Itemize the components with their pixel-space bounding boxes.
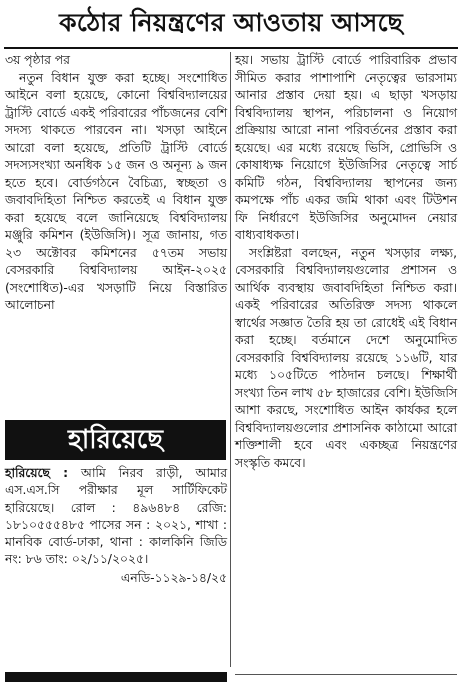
right-column [235,52,457,472]
lost-notice-body: আমি নিরব রাড়ী, আমার এস.এস.সি পরীক্ষার মূল সার্টিফিকেট হারিয়েছে। রোল : ৪৯৬৪৮৪ রেজি: ১৮১০৫৫৫৪৮৫ পাসের সন : ২০২১, শাখা : মানবিক বোর্ড-ঢাকা, থানা : কালকিনি জিডি নং: ৮৬ তাং: ০২/১১/২০২৫। [5,466,227,567]
right-column-body-2: সংশ্লিষ্টরা বলছেন, নতুন খসড়ার লক্ষ্য, বেসরকারি বিশ্ববিদ্যালয়গুলোর প্রশাসন ও আর্থিক ব্যবস্থায় জবাবদিহিতা নিশ্চিত করা। একই পরিবারের অতিরিক্ত সদস্য থাকলে স্বার্থের সজ্ঞাত তৈরি হয় তা রোধেই এই বিধান করা হচ্ছে। বর্তমানে দেশে অনুমোদিত বেসরকারি বিশ্ববিদ্যালয় রয়েছে ১১৬টি, যার মধ্যে ১০৫টিতে পাঠদান চলছে। শিক্ষার্থী সংখ্যা তিন লাখ ৫৮ হাজারের বেশি। ইউজিসি আশা করছে, সংশোধিত আইন কার্যকর হলে বিশ্ববিদ্যালয়গুলোর প্রশাসনিক কাঠামো আরো শক্তিশালী হবে এবং একচ্ছত্র নিয়ন্ত্রণের সংস্কৃতি কমবে। [235,245,457,470]
lost-notice-ref: এনডি-১১২৯-১৪/২৫ [120,570,227,585]
next-banner-edge [5,672,227,682]
left-column-body: নতুন বিধান যুক্ত করা হচ্ছে। সংশোধিত আইনে বলা হয়েছে, কোনো বিশ্ববিদ্যালয়ের ট্রাস্টি বোর্ডে একই পরিবারের পাঁচজনের বেশি সদস্য থাকতে পারবেন না। খসড়া আইনে আরো বলা হয়েছে, প্রতিটি ট্রাস্টি বোর্ডে সদস্যসংখ্যা অনধিক ১৫ জন ও অনূন্য ৯ জন হতে হবে। বোর্ডগঠনে বৈচিত্র্য, স্বচ্ছতা ও জবাবদিহিতা নিশ্চিত করতেই এ বিধান যুক্ত করা হয়েছে বলে জানিয়েছে বিশ্ববিদ্যালয় মঞ্জুরি কমিশন (ইউজিসি)। সূত্র জানায়, গত ২৩ অক্টোবর কমিশনের ৫৭তম সভায় বেসরকারি বিশ্ববিদ্যালয় আইন-২০২৫ (সংশোধিত)-এর খসড়াটি নিয়ে বিস্তারিত আলোচনা [5,70,227,312]
continued-note: ৩য় পৃষ্ঠার পর [5,53,70,67]
headline: কঠোর নিয়ন্ত্রণের আওতায় আসছে [59,8,403,37]
lost-notice-banner: হারিয়েছে [5,420,226,460]
column-divider [230,52,231,667]
lost-notice-lead: হারিয়েছে : [5,466,69,480]
lost-notice [5,465,227,587]
right-column-body-1: হয়। সভায় ট্রাস্টি বোর্ডে পারিবারিক প্রভাব সীমিত করার পাশাপাশি নেতৃত্বের ভারসাম্য আনার প্রস্তাব দেয়া হয়। এ ছাড়া খসড়ায় বিশ্ববিদ্যালয় স্থাপন, পরিচালনা ও নিয়োগ প্রক্রিয়ায় আরো নানা পরিবর্তনের প্রস্তাব করা হয়েছে। এর মধ্যে রয়েছে ভিসি, প্রোভিসি ও কোষাধ্যক্ষ নিয়োগে ইউজিসির নেতৃত্বে সার্চ কমিটি গঠন, বিশ্ববিদ্যালয় স্থাপনের জন্য কমপক্ষে পাঁচ একর জমি থাকা এবং টিউশন ফি নির্ধারণে ইউজিসির অনুমোদন নেয়ার বাধ্যবাধকতা। [235,53,457,242]
headline-rule [4,47,458,49]
next-article-edge [0,668,462,682]
left-column [5,52,227,315]
next-rule-edge [235,674,457,675]
